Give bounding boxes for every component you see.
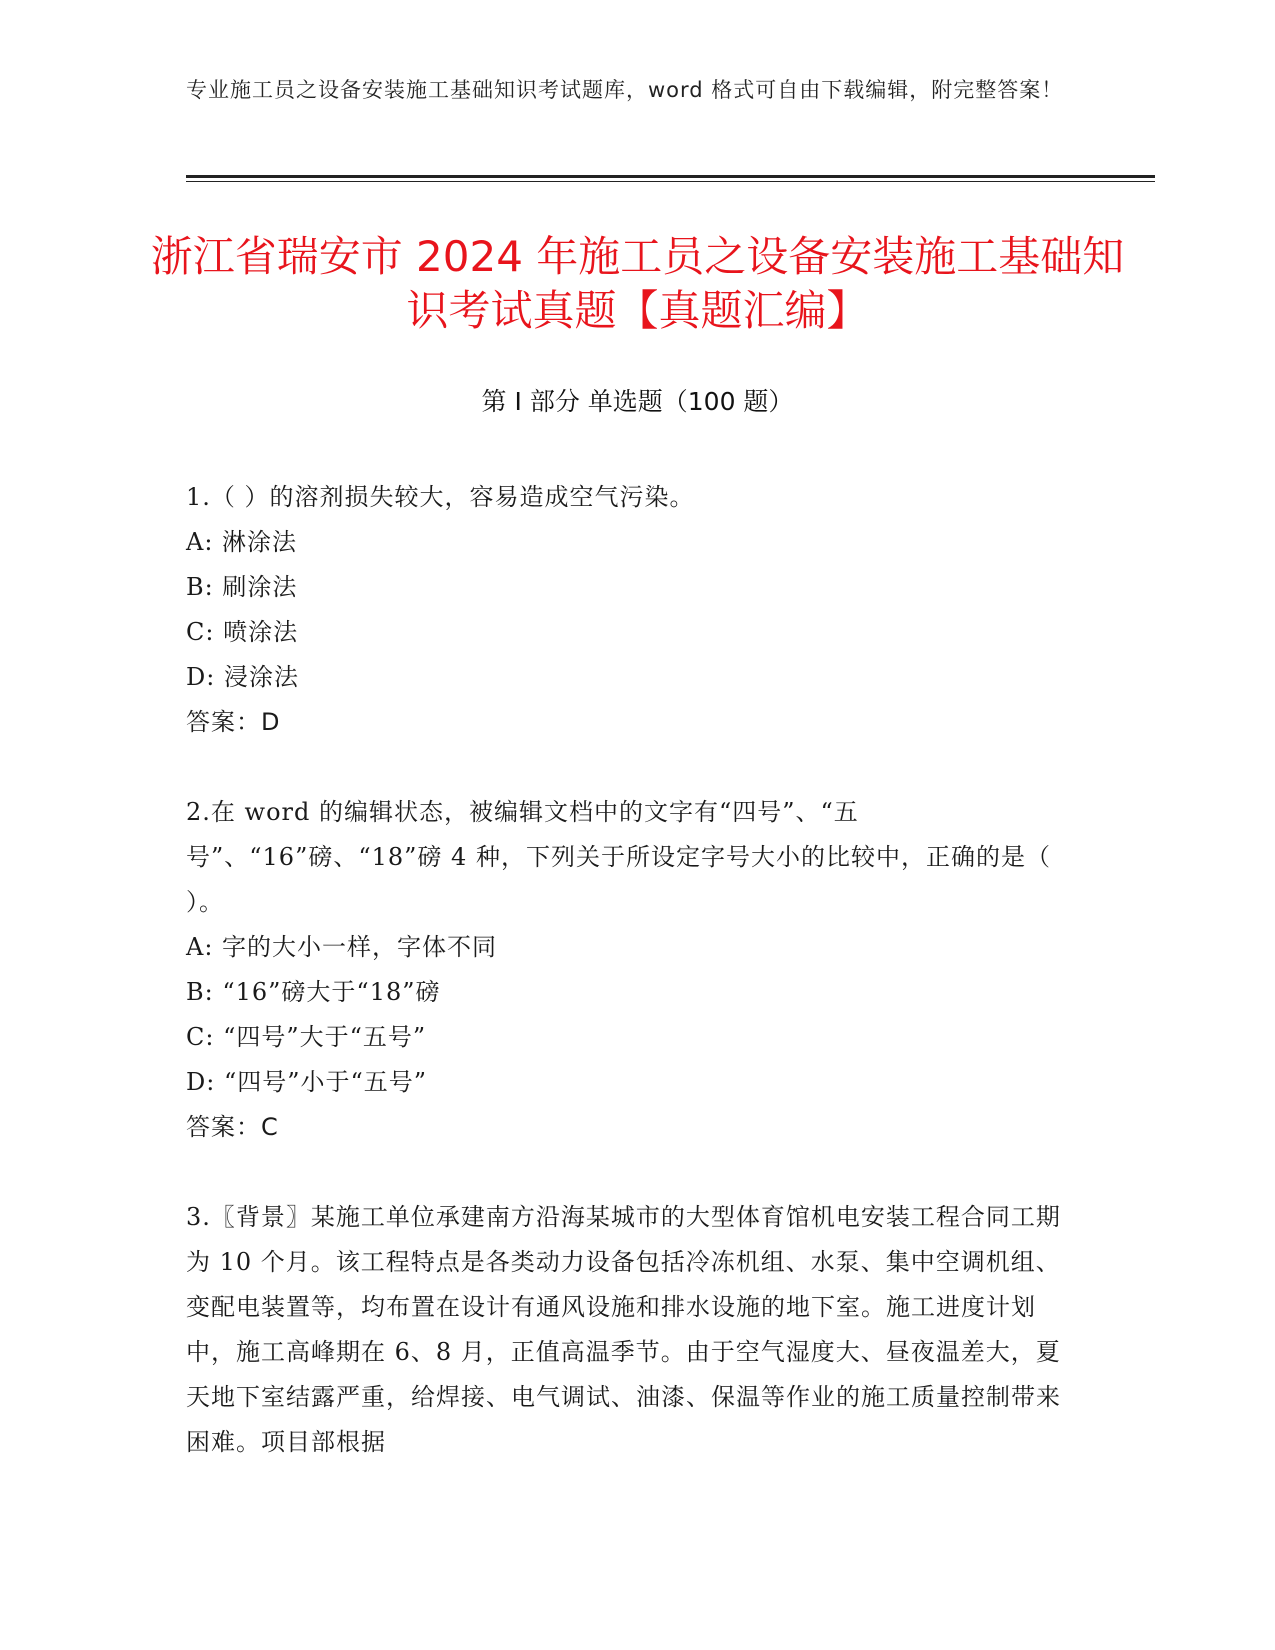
option-a: A: 字的大小一样，字体不同 bbox=[186, 933, 498, 961]
answer: 答案：C bbox=[186, 1113, 279, 1141]
question-stem: 2.在 word 的编辑状态，被编辑文档中的文字有“四号”、“五号”、“16”磅、“18”磅 4 种，下列关于所设定字号大小的比较中，正确的是（ ）。 bbox=[186, 798, 1051, 916]
header-divider-thin bbox=[186, 181, 1155, 182]
document-title: 浙江省瑞安市 2024 年施工员之设备安装施工基础知识考试真题【真题汇编】 bbox=[150, 232, 1125, 335]
header-note: 专业施工员之设备安装施工基础知识考试题库，word 格式可自由下载编辑，附完整答案！ bbox=[186, 78, 1064, 102]
option-b: B: 刷涂法 bbox=[186, 573, 298, 601]
question-2 bbox=[186, 790, 1066, 1150]
question-1 bbox=[186, 475, 1066, 745]
option-c: C: 喷涂法 bbox=[186, 618, 299, 646]
question-stem: 1.（ ）的溶剂损失较大，容易造成空气污染。 bbox=[186, 483, 695, 511]
section-heading: 第 I 部分 单选题（100 题） bbox=[481, 387, 794, 416]
option-b: B: “16”磅大于“18”磅 bbox=[186, 978, 441, 1006]
header-divider-thick bbox=[186, 175, 1155, 178]
answer: 答案：D bbox=[186, 708, 281, 736]
option-d: D: 浸涂法 bbox=[186, 663, 299, 691]
question-stem: 3.〖背景〗某施工单位承建南方沿海某城市的大型体育馆机电安装工程合同工期为 10 个月。该工程特点是各类动力设备包括冷冻机组、水泵、集中空调机组、变配电装置等，均布置在设计有通风设施和排水设施的地下室。施工进度计划中，施工高峰期在 6、8 月，正值高温季节。由于空气湿度大、昼夜温差大，夏天地下室结露严重，给焊接、电气调试、油漆、保温等作业的施工质量控制带来困难。项目部根据 bbox=[186, 1203, 1061, 1456]
option-d: D: “四号”小于“五号” bbox=[186, 1068, 428, 1096]
question-3 bbox=[186, 1195, 1066, 1465]
option-c: C: “四号”大于“五号” bbox=[186, 1023, 427, 1051]
question-list bbox=[186, 475, 1066, 1510]
option-a: A: 淋涂法 bbox=[186, 528, 298, 556]
